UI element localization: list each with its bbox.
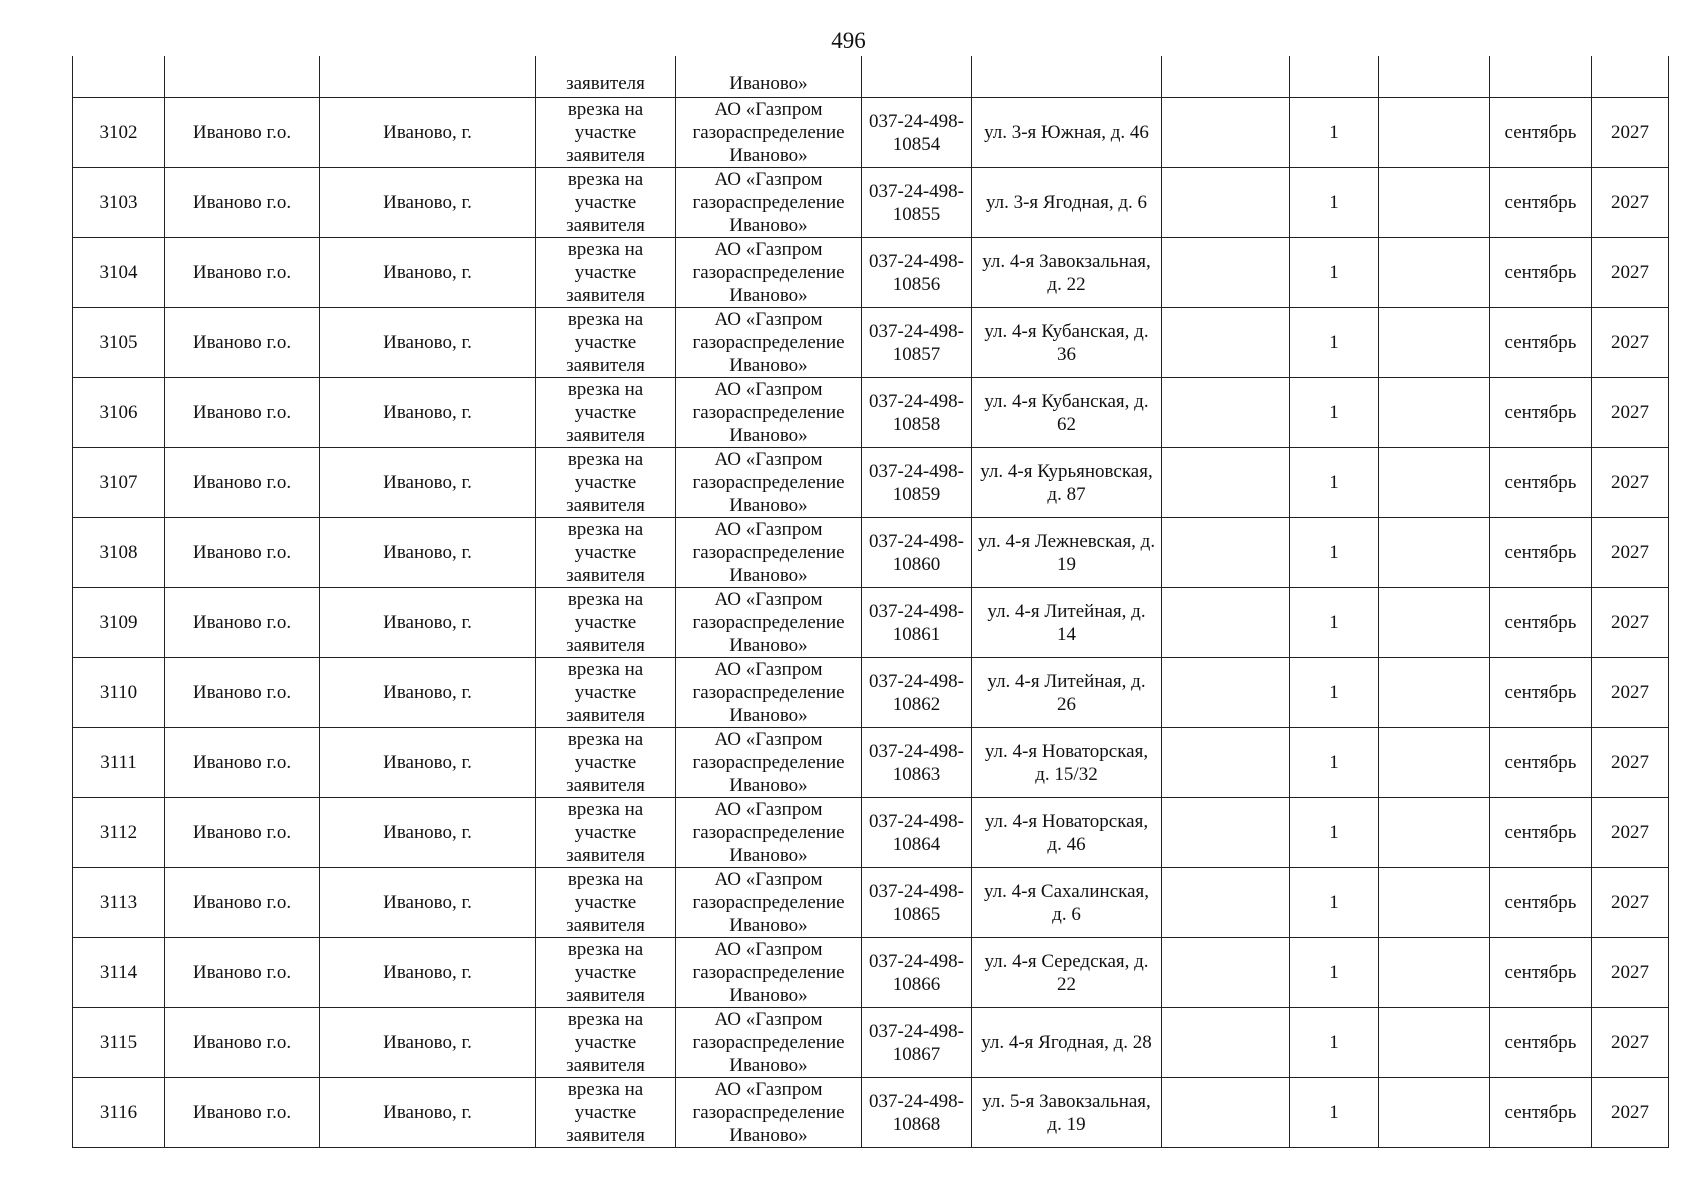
table-row [73,728,1669,798]
cell-extra2 [1379,448,1490,518]
cell-extra2 [1379,728,1490,798]
cell-count: 1 [1290,378,1379,448]
cell-settlement: Иваново, г. [320,1008,536,1078]
cell-municipality: Иваново г.о. [165,378,320,448]
cell-connection-type: врезка на участке заявителя [536,308,676,378]
cell-municipality: Иваново г.о. [165,658,320,728]
cell-extra1 [1162,798,1290,868]
cell-address: ул. 3-я Южная, д. 46 [972,98,1162,168]
cell-connection-type: врезка на участке заявителя [536,728,676,798]
table-row [73,168,1669,238]
table-row [73,658,1669,728]
cell-count: 1 [1290,588,1379,658]
cell-code: 037-24-498-10865 [862,868,972,938]
cell-connection-type: врезка на участке заявителя [536,168,676,238]
cell-settlement [320,56,536,98]
cell-month: сентябрь [1490,378,1592,448]
cell-num [73,56,165,98]
table-row [73,448,1669,518]
cell-extra1 [1162,658,1290,728]
cell-address: ул. 3-я Ягодная, д. 6 [972,168,1162,238]
cell-organization: АО «Газпром газораспределение Иваново» [676,518,862,588]
cell-organization: АО «Газпром газораспределение Иваново» [676,1078,862,1148]
cell-address: ул. 4-я Курьяновская, д. 87 [972,448,1162,518]
cell-year: 2027 [1592,308,1669,378]
cell-extra1 [1162,1078,1290,1148]
cell-address: ул. 4-я Ягодная, д. 28 [972,1008,1162,1078]
cell-count: 1 [1290,1078,1379,1148]
cell-month: сентябрь [1490,238,1592,308]
cell-year: 2027 [1592,868,1669,938]
cell-address: ул. 4-я Новаторская, д. 46 [972,798,1162,868]
cell-address: ул. 5-я Завокзальная, д. 19 [972,1078,1162,1148]
cell-num: 3112 [73,798,165,868]
cell-month: сентябрь [1490,728,1592,798]
cell-count: 1 [1290,658,1379,728]
cell-municipality: Иваново г.о. [165,518,320,588]
cell-settlement: Иваново, г. [320,588,536,658]
cell-organization: АО «Газпром газораспределение Иваново» [676,308,862,378]
cell-address: ул. 4-я Новаторская, д. 15/32 [972,728,1162,798]
cell-extra1 [1162,238,1290,308]
table-row [73,1008,1669,1078]
table-row [73,868,1669,938]
cell-municipality: Иваново г.о. [165,168,320,238]
cell-extra2 [1379,98,1490,168]
cell-code: 037-24-498-10868 [862,1078,972,1148]
cell-organization: АО «Газпром газораспределение Иваново» [676,658,862,728]
cell-connection-type: врезка на участке заявителя [536,588,676,658]
cell-settlement: Иваново, г. [320,378,536,448]
cell-connection-type: врезка на участке заявителя [536,378,676,448]
cell-count: 1 [1290,238,1379,308]
table-row [73,378,1669,448]
cell-settlement: Иваново, г. [320,518,536,588]
cell-municipality: Иваново г.о. [165,1078,320,1148]
cell-organization: АО «Газпром газораспределение Иваново» [676,238,862,308]
cell-code: 037-24-498-10857 [862,308,972,378]
cell-code: 037-24-498-10859 [862,448,972,518]
cell-year: 2027 [1592,798,1669,868]
cell-settlement: Иваново, г. [320,868,536,938]
cell-organization: АО «Газпром газораспределение Иваново» [676,1008,862,1078]
cell-settlement: Иваново, г. [320,938,536,1008]
cell-extra2 [1379,938,1490,1008]
cell-connection-type: врезка на участке заявителя [536,1078,676,1148]
cell-connection-type: врезка на участке заявителя [536,868,676,938]
cell-count: 1 [1290,448,1379,518]
cell-settlement: Иваново, г. [320,658,536,728]
cell-extra2 [1379,798,1490,868]
cell-organization: АО «Газпром газораспределение Иваново» [676,868,862,938]
cell-connection-type: врезка на участке заявителя [536,238,676,308]
cell-num: 3111 [73,728,165,798]
cell-code: 037-24-498-10863 [862,728,972,798]
cell-month [1490,56,1592,98]
cell-extra2 [1379,518,1490,588]
cell-municipality: Иваново г.о. [165,868,320,938]
cell-connection-type: врезка на участке заявителя [536,448,676,518]
cell-extra2 [1379,238,1490,308]
cell-municipality: Иваново г.о. [165,728,320,798]
cell-year: 2027 [1592,98,1669,168]
cell-extra2 [1379,56,1490,98]
cell-count: 1 [1290,728,1379,798]
cell-month: сентябрь [1490,868,1592,938]
cell-municipality: Иваново г.о. [165,308,320,378]
cell-num: 3108 [73,518,165,588]
cell-connection-type: врезка на участке заявителя [536,98,676,168]
cell-municipality [165,56,320,98]
cell-settlement: Иваново, г. [320,168,536,238]
cell-municipality: Иваново г.о. [165,938,320,1008]
cell-organization: Иваново» [676,56,862,98]
cell-year: 2027 [1592,168,1669,238]
cell-month: сентябрь [1490,658,1592,728]
cell-municipality: Иваново г.о. [165,1008,320,1078]
cell-address: ул. 4-я Завокзальная, д. 22 [972,238,1162,308]
cell-address: ул. 4-я Сахалинская, д. 6 [972,868,1162,938]
cell-extra1 [1162,56,1290,98]
cell-organization: АО «Газпром газораспределение Иваново» [676,448,862,518]
cell-extra1 [1162,728,1290,798]
cell-code: 037-24-498-10854 [862,98,972,168]
cell-extra1 [1162,98,1290,168]
cell-address: ул. 4-я Кубанская, д. 36 [972,308,1162,378]
cell-num: 3115 [73,1008,165,1078]
table-body [73,56,1669,1148]
cell-code: 037-24-498-10862 [862,658,972,728]
table-row [73,238,1669,308]
cell-count [1290,56,1379,98]
cell-municipality: Иваново г.о. [165,448,320,518]
cell-settlement: Иваново, г. [320,728,536,798]
cell-year: 2027 [1592,588,1669,658]
cell-month: сентябрь [1490,308,1592,378]
cell-settlement: Иваново, г. [320,308,536,378]
cell-count: 1 [1290,168,1379,238]
cell-connection-type: врезка на участке заявителя [536,658,676,728]
cell-organization: АО «Газпром газораспределение Иваново» [676,728,862,798]
continuation-row [73,56,1669,98]
table-row [73,588,1669,658]
cell-code [862,56,972,98]
cell-num: 3102 [73,98,165,168]
cell-count: 1 [1290,308,1379,378]
cell-connection-type: врезка на участке заявителя [536,938,676,1008]
cell-extra1 [1162,588,1290,658]
cell-code: 037-24-498-10867 [862,1008,972,1078]
cell-settlement: Иваново, г. [320,448,536,518]
cell-num: 3113 [73,868,165,938]
cell-settlement: Иваново, г. [320,98,536,168]
cell-num: 3105 [73,308,165,378]
cell-num: 3104 [73,238,165,308]
table-row [73,98,1669,168]
cell-year: 2027 [1592,728,1669,798]
cell-month: сентябрь [1490,518,1592,588]
cell-municipality: Иваново г.о. [165,98,320,168]
table-row [73,518,1669,588]
cell-month: сентябрь [1490,98,1592,168]
cell-organization: АО «Газпром газораспределение Иваново» [676,168,862,238]
cell-address: ул. 4-я Кубанская, д. 62 [972,378,1162,448]
cell-connection-type: заявителя [536,56,676,98]
cell-year [1592,56,1669,98]
cell-address: ул. 4-я Литейная, д. 26 [972,658,1162,728]
cell-num: 3103 [73,168,165,238]
cell-extra1 [1162,868,1290,938]
cell-organization: АО «Газпром газораспределение Иваново» [676,588,862,658]
cell-extra2 [1379,168,1490,238]
cell-extra2 [1379,378,1490,448]
cell-connection-type: врезка на участке заявителя [536,1008,676,1078]
cell-year: 2027 [1592,1078,1669,1148]
cell-municipality: Иваново г.о. [165,238,320,308]
cell-num: 3109 [73,588,165,658]
cell-extra2 [1379,658,1490,728]
cell-municipality: Иваново г.о. [165,798,320,868]
page-number: 496 [831,28,866,53]
cell-code: 037-24-498-10860 [862,518,972,588]
table-row [73,1078,1669,1148]
cell-year: 2027 [1592,518,1669,588]
table-row [73,308,1669,378]
cell-num: 3114 [73,938,165,1008]
cell-month: сентябрь [1490,938,1592,1008]
cell-connection-type: врезка на участке заявителя [536,518,676,588]
cell-settlement: Иваново, г. [320,238,536,308]
cell-month: сентябрь [1490,588,1592,658]
cell-code: 037-24-498-10856 [862,238,972,308]
table-row [73,798,1669,868]
cell-municipality: Иваново г.о. [165,588,320,658]
cell-code: 037-24-498-10855 [862,168,972,238]
cell-extra2 [1379,1078,1490,1148]
cell-extra1 [1162,938,1290,1008]
cell-organization: АО «Газпром газораспределение Иваново» [676,98,862,168]
cell-extra1 [1162,1008,1290,1078]
cell-month: сентябрь [1490,448,1592,518]
cell-month: сентябрь [1490,1078,1592,1148]
cell-extra2 [1379,868,1490,938]
cell-year: 2027 [1592,378,1669,448]
cell-year: 2027 [1592,938,1669,1008]
cell-num: 3116 [73,1078,165,1148]
cell-month: сентябрь [1490,168,1592,238]
cell-extra2 [1379,588,1490,658]
cell-address [972,56,1162,98]
cell-extra2 [1379,308,1490,378]
cell-year: 2027 [1592,658,1669,728]
table-row [73,938,1669,1008]
cell-code: 037-24-498-10866 [862,938,972,1008]
cell-address: ул. 4-я Лежневская, д. 19 [972,518,1162,588]
cell-code: 037-24-498-10861 [862,588,972,658]
cell-organization: АО «Газпром газораспределение Иваново» [676,798,862,868]
cell-extra1 [1162,378,1290,448]
gasification-schedule-table [72,56,1669,1148]
cell-extra1 [1162,448,1290,518]
cell-count: 1 [1290,1008,1379,1078]
cell-num: 3110 [73,658,165,728]
cell-organization: АО «Газпром газораспределение Иваново» [676,938,862,1008]
cell-year: 2027 [1592,238,1669,308]
cell-organization: АО «Газпром газораспределение Иваново» [676,378,862,448]
cell-settlement: Иваново, г. [320,1078,536,1148]
cell-count: 1 [1290,938,1379,1008]
cell-connection-type: врезка на участке заявителя [536,798,676,868]
cell-code: 037-24-498-10858 [862,378,972,448]
cell-code: 037-24-498-10864 [862,798,972,868]
cell-year: 2027 [1592,448,1669,518]
cell-num: 3107 [73,448,165,518]
cell-extra1 [1162,308,1290,378]
cell-settlement: Иваново, г. [320,798,536,868]
cell-num: 3106 [73,378,165,448]
cell-address: ул. 4-я Литейная, д. 14 [972,588,1162,658]
cell-count: 1 [1290,798,1379,868]
cell-address: ул. 4-я Середская, д. 22 [972,938,1162,1008]
cell-month: сентябрь [1490,1008,1592,1078]
cell-extra1 [1162,168,1290,238]
cell-count: 1 [1290,98,1379,168]
cell-year: 2027 [1592,1008,1669,1078]
cell-extra2 [1379,1008,1490,1078]
cell-month: сентябрь [1490,798,1592,868]
cell-count: 1 [1290,868,1379,938]
cell-extra1 [1162,518,1290,588]
cell-count: 1 [1290,518,1379,588]
